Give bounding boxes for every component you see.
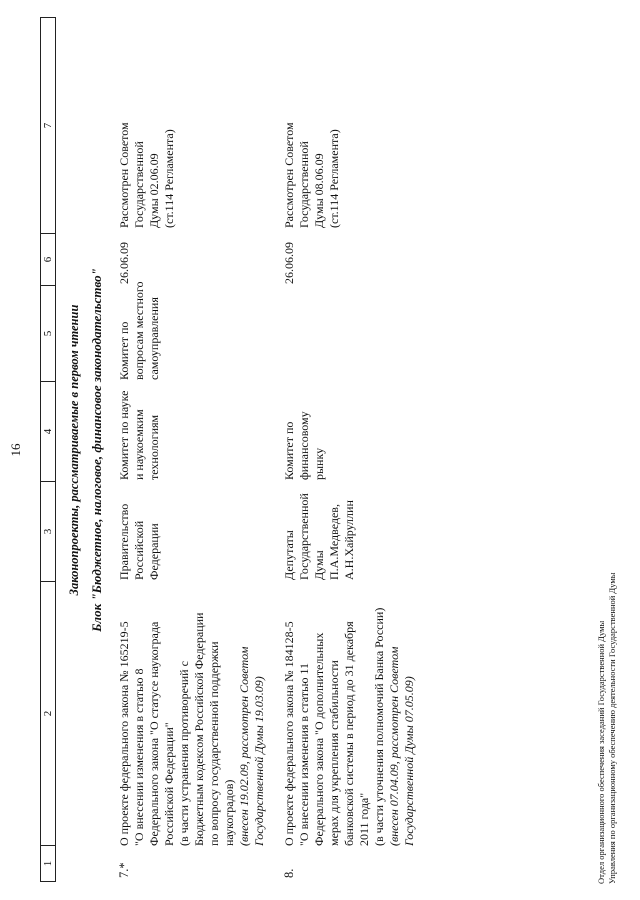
committee-line: и наукоемким bbox=[132, 409, 146, 480]
column-number: 1 bbox=[41, 846, 56, 882]
submission-note: (внесен 07.04.09, рассмотрен Советом bbox=[387, 646, 401, 846]
row-number: 8. bbox=[282, 868, 296, 878]
committee-line: Комитет по bbox=[282, 421, 296, 480]
initiator-line: П.А.Медведев, bbox=[327, 504, 341, 580]
status-line: Государственной bbox=[132, 141, 146, 228]
footer-directorate: Управления по организационному обеспечению деятельности Государственной Думы bbox=[607, 572, 617, 884]
description-line: "О внесении изменения в статью 8 bbox=[132, 668, 146, 846]
review-status bbox=[117, 28, 177, 228]
page-number: 16 bbox=[8, 443, 23, 457]
bill-description bbox=[117, 584, 267, 846]
column-number: 4 bbox=[41, 382, 56, 482]
description-line: банковской системы в период до 31 декабря bbox=[342, 621, 356, 846]
initiator bbox=[117, 482, 162, 580]
description-line: по вопросу государственной поддержки bbox=[207, 641, 221, 846]
initiator-line: Федерации bbox=[147, 523, 161, 580]
initiator-line: Российской bbox=[132, 520, 146, 580]
column-number: 6 bbox=[41, 234, 56, 286]
description-line: мерах для укрепления стабильности bbox=[327, 660, 341, 846]
status-line: Рассмотрен Советом bbox=[117, 122, 131, 228]
review-date: 26.06.09 bbox=[282, 242, 296, 284]
submission-note: Государственной Думы 07.05.09) bbox=[402, 676, 416, 846]
description-line: "О внесении изменения в статью 11 bbox=[297, 663, 311, 846]
bill-description bbox=[282, 576, 417, 846]
review-date: 26.06.09 bbox=[117, 242, 131, 284]
co-committee-line: самоуправления bbox=[147, 297, 161, 380]
description-line: 2011 года" bbox=[357, 792, 371, 846]
description-line: (в части уточнения полномочий Банка России) bbox=[372, 607, 386, 846]
initiator-line: А.Н.Хайруллин bbox=[342, 500, 356, 580]
co-committee-line: вопросам местного bbox=[132, 281, 146, 380]
responsible-committee bbox=[282, 382, 327, 480]
responsible-committee bbox=[117, 382, 162, 480]
review-status bbox=[282, 28, 342, 228]
co-committee-line: Комитет по bbox=[117, 321, 131, 380]
status-line: Рассмотрен Советом bbox=[282, 122, 296, 228]
initiator bbox=[282, 482, 357, 580]
status-line: Государственной bbox=[297, 141, 311, 228]
committee-line: финансовому bbox=[297, 411, 311, 480]
initiator-line: Государственной bbox=[297, 493, 311, 580]
description-line: (в части устранения противоречий с bbox=[177, 661, 191, 846]
description-line: наукоградов) bbox=[222, 779, 236, 846]
footer-department: Отдел организационного обеспечения заседаний Государственной Думы bbox=[596, 620, 606, 884]
initiator-line: Думы bbox=[312, 550, 326, 580]
block-title: Блок "Бюджетное, налоговое, финансовое законодательство" bbox=[89, 268, 104, 632]
committee-line: технологиям bbox=[147, 414, 161, 480]
initiator-line: Правительство bbox=[117, 503, 131, 580]
status-line: (ст.114 Регламента) bbox=[327, 129, 341, 228]
column-number: 2 bbox=[41, 582, 56, 846]
column-number: 3 bbox=[41, 482, 56, 582]
submission-note: Государственной Думы 19.03.09) bbox=[252, 676, 266, 846]
description-line: Российской Федерации" bbox=[162, 722, 176, 846]
initiator-line: Депутаты bbox=[282, 530, 296, 580]
description-line: О проекте федерального закона № 165219-5 bbox=[117, 621, 131, 846]
section-title: Законопроекты, рассматриваемые в первом чтении bbox=[67, 304, 81, 596]
submission-note: (внесен 19.02.09, рассмотрен Советом bbox=[237, 646, 251, 846]
description-line: Федерального закона "О статусе наукограда bbox=[147, 621, 161, 846]
status-line: Думы 08.06.09 bbox=[312, 153, 326, 228]
description-line: Бюджетным кодексом Российской Федерации bbox=[192, 612, 206, 846]
column-number: 5 bbox=[41, 286, 56, 382]
status-line: (ст.114 Регламента) bbox=[162, 129, 176, 228]
co-committee bbox=[117, 280, 162, 380]
committee-line: рынку bbox=[312, 447, 326, 480]
row-number: 7.* bbox=[117, 862, 131, 878]
column-header-row bbox=[40, 17, 56, 882]
committee-line: Комитет по науке bbox=[117, 390, 131, 480]
column-number: 7 bbox=[41, 18, 56, 234]
description-line: Федерального закона "О дополнительных bbox=[312, 632, 326, 846]
status-line: Думы 02.06.09 bbox=[147, 153, 161, 228]
description-line: О проекте федерального закона № 184128-5 bbox=[282, 621, 296, 846]
